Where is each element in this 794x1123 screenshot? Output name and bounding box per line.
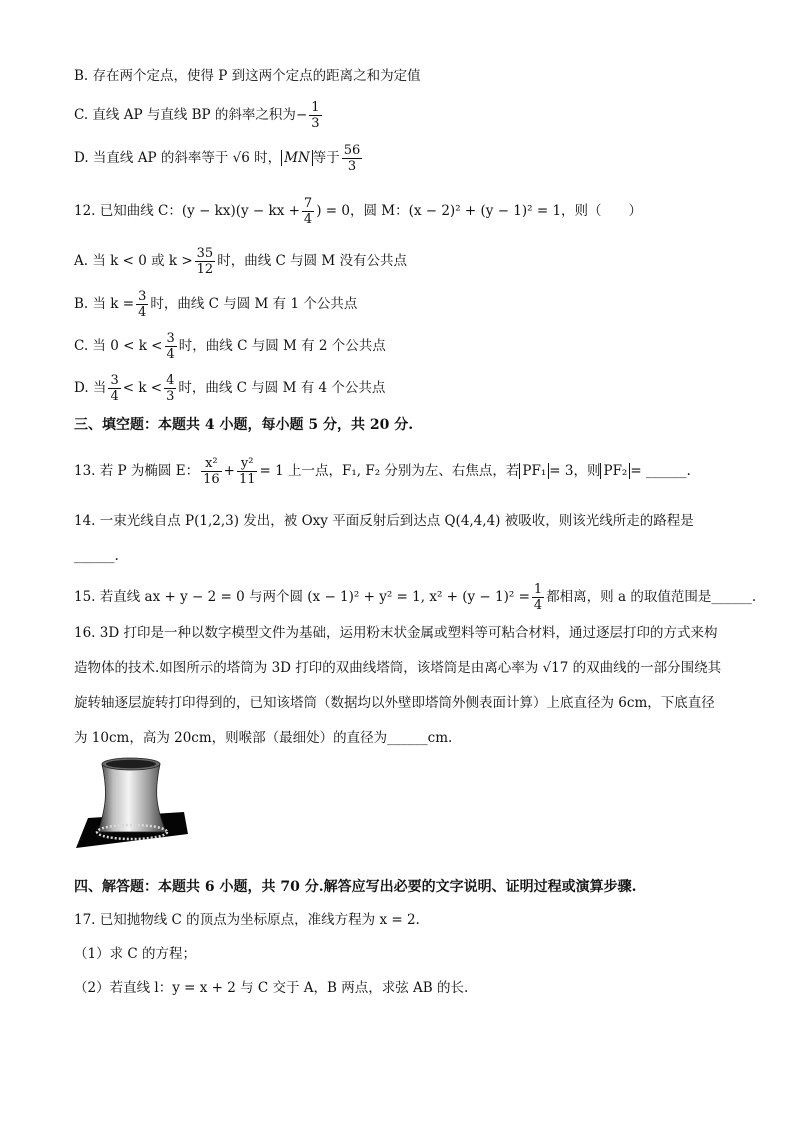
q12-option-c-fraction — [165, 331, 177, 362]
fraction-numerator: 56 — [343, 143, 361, 158]
q11-option-b: B. 存在两个定点，使得 P 到这两个定点的距离之和为定值 — [74, 68, 421, 84]
q11-option-c-sign: − — [295, 107, 308, 123]
q13-fraction-2 — [237, 456, 258, 487]
q11-option-d-abs: MN — [281, 150, 313, 166]
q11-option-d-text: D. 当直线 AP 的斜率等于 √6 时， — [74, 150, 282, 166]
q15 — [74, 582, 756, 613]
fraction-denominator: 3 — [311, 116, 320, 131]
fraction-numerator: 1 — [311, 100, 320, 115]
q13-abs-pf1: PF₁ — [519, 463, 549, 479]
q11-option-c-fraction — [309, 100, 321, 131]
q12-option-d-fraction-1 — [108, 373, 120, 404]
fraction-numerator: 7 — [303, 196, 313, 211]
fraction-numerator: 3 — [110, 373, 119, 388]
q12-option-d-post: 时，曲线 C 与圆 M 有 4 个公共点 — [178, 380, 386, 396]
q15-pre: 15. 若直线 ax + y − 2 = 0 与两个圆 (x − 1)² + y² = 1, x² + (y − 1)² = — [74, 589, 530, 605]
tower-body — [98, 764, 166, 832]
tower-top-opening — [106, 760, 156, 768]
q12-option-c-post: 时，曲线 C 与圆 M 有 2 个公共点 — [178, 338, 386, 354]
fraction-denominator: 12 — [196, 262, 214, 277]
fraction-denominator: 16 — [203, 472, 220, 487]
fraction-denominator: 3 — [166, 389, 175, 404]
section-3-heading: 三、填空题：本题共 4 小题，每小题 5 分，共 20 分. — [74, 417, 414, 433]
q12-option-d-mid: < k < — [122, 380, 163, 396]
q15-post: 都相离，则 a 的取值范围是______. — [546, 589, 757, 605]
q12-option-a-fraction — [195, 246, 216, 277]
fraction-numerator: 3 — [166, 331, 175, 346]
q12-option-a-pre: A. 当 k < 0 或 k > — [74, 253, 193, 269]
fraction-denominator: 3 — [347, 159, 357, 174]
q12-option-b — [74, 289, 357, 320]
q14-text: 14. 一束光线自点 P(1,2,3) 发出，被 Oxy 平面反射后到达点 Q(4,4,4) 被吸收，则该光线所走的路程是 — [74, 513, 694, 529]
fraction-denominator: 4 — [138, 305, 147, 320]
q13 — [74, 456, 691, 487]
fraction-numerator: 4 — [166, 373, 175, 388]
fraction-numerator: y² — [237, 456, 258, 472]
q12-option-d-fraction-2 — [164, 373, 176, 404]
q17-part-1: （1）求 C 的方程； — [74, 946, 197, 962]
q13-mid: = 1 上一点，F₁, F₂ 分别为左、右焦点，若 — [259, 463, 520, 479]
q11-option-c — [74, 100, 324, 131]
fraction-denominator: 4 — [110, 389, 119, 404]
q11-option-c-text: C. 直线 AP 与直线 BP 的斜率之积为 — [74, 107, 296, 123]
q13-post: = ______. — [630, 463, 691, 479]
q12-option-a-post: 时，曲线 C 与圆 M 没有公共点 — [217, 253, 408, 269]
q12-stem — [74, 196, 642, 227]
q12-option-a — [74, 246, 407, 277]
fraction-numerator: 35 — [196, 246, 214, 261]
q16-text: 16. 3D 打印是一种以数字模型文件为基础，运用粉末状金属或塑料等可粘合材料，通过逐层打印的方式来构造物体的技术.如图所示的塔筒为 3D 打印的双曲线塔筒，该塔筒是由离心率为 √17 的双曲线的一部分围绕其旋转轴逐层旋转打印得到的，已知该塔筒（数据均以外壁即塔筒外侧表面计算）上底直径为 6cm，下底直径为 10cm，高为 20cm，则喉部（最细处）的直径为______cm. — [74, 625, 722, 746]
q12-option-c — [74, 331, 386, 362]
q13-abs-pf2: PF₂ — [600, 463, 630, 479]
q13-mid2: = 3，则 — [549, 463, 601, 479]
fraction-denominator: 11 — [238, 472, 256, 487]
q11-option-d-fraction — [342, 143, 363, 174]
fraction-denominator: 4 — [303, 212, 313, 227]
q11-option-d-mid: 等于 — [312, 150, 340, 166]
q14-blank: ______. — [74, 548, 119, 564]
fraction-numerator: 3 — [138, 289, 147, 304]
q12-option-b-post: 时，曲线 C 与圆 M 有 1 个公共点 — [150, 296, 358, 312]
fraction-numerator: 1 — [533, 582, 543, 597]
q12-option-c-pre: C. 当 0 < k < — [74, 338, 163, 354]
fraction-denominator: 4 — [533, 598, 543, 613]
fraction-numerator: x² — [201, 456, 222, 472]
q12-stem-pre: 12. 已知曲线 C：(y − kx)(y − kx + — [74, 203, 300, 219]
q12-stem-fraction — [302, 196, 314, 227]
fraction-denominator: 4 — [166, 347, 175, 362]
q12-stem-post: ) = 0，圆 M：(x − 2)² + (y − 1)² = 1，则（ ） — [316, 203, 643, 219]
q12-option-b-pre: B. 当 k = — [74, 296, 135, 312]
q12-option-d — [74, 373, 385, 404]
q13-pre: 13. 若 P 为椭圆 E： — [74, 463, 200, 479]
q15-fraction — [532, 582, 544, 613]
q12-option-b-fraction — [136, 289, 148, 320]
tower-figure — [74, 752, 190, 850]
q13-fraction-1 — [201, 456, 222, 487]
q17-stem: 17. 已知抛物线 C 的顶点为坐标原点，准线方程为 x = 2. — [74, 912, 420, 928]
section-4-heading: 四、解答题：本题共 6 小题，共 70 分.解答应写出必要的文字说明、证明过程或演算步骤. — [74, 879, 637, 895]
q13-plus: + — [223, 463, 235, 479]
q12-option-d-pre: D. 当 — [74, 380, 107, 396]
q11-option-d — [74, 143, 364, 174]
q17-part-2: （2）若直线 l：y = x + 2 与 C 交于 A，B 两点，求弦 AB 的长. — [74, 980, 469, 996]
